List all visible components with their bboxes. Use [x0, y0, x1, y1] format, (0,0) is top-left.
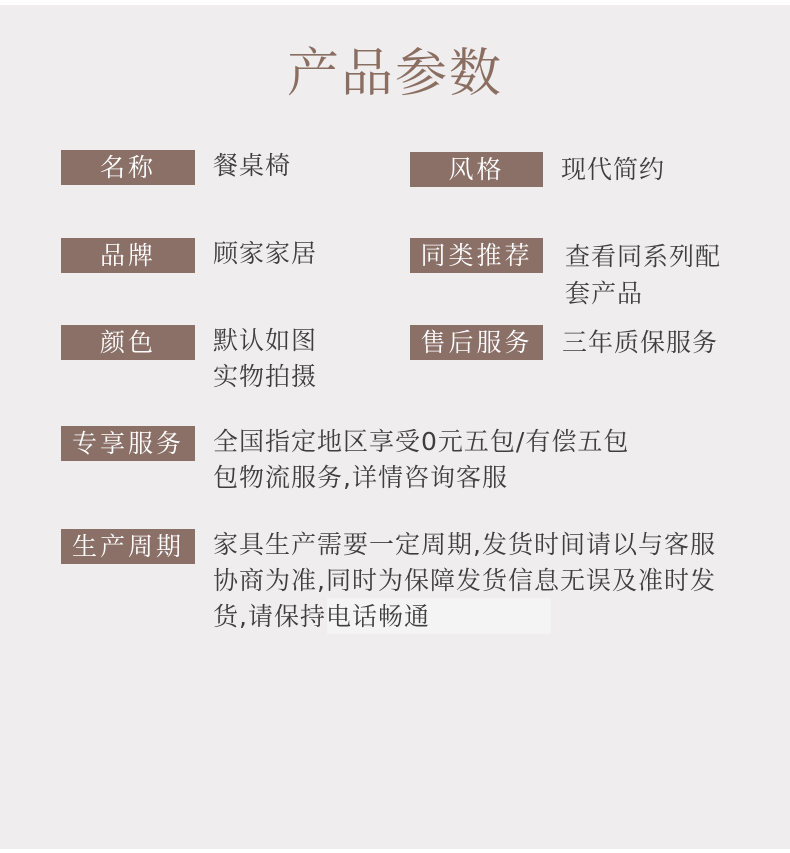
label-style: 风格: [410, 152, 543, 187]
page-title: 产品参数: [286, 44, 503, 104]
label-color: 颜色: [61, 325, 195, 360]
value-after-sales: 三年质保服务: [562, 328, 719, 357]
label-brand: 品牌: [61, 238, 195, 273]
label-name: 名称: [61, 150, 195, 185]
value-name: 餐桌椅: [213, 151, 292, 180]
value-similar[interactable]: 查看同系列配 套产品: [565, 242, 722, 308]
value-exclusive: 全国指定地区享受0元五包/有偿五包 包物流服务,详情咨询客服: [213, 427, 630, 492]
label-similar: 同类推荐: [410, 238, 543, 273]
value-brand: 顾家家居: [213, 239, 318, 268]
label-exclusive: 专享服务: [61, 426, 195, 461]
label-cycle: 生产周期: [61, 529, 195, 564]
value-color: 默认如图 实物拍摄: [213, 326, 318, 391]
label-after-sales: 售后服务: [410, 325, 543, 360]
value-style: 现代简约: [561, 155, 666, 184]
value-cycle: 家具生产需要一定周期,发货时间请以与客服 协商为准,同时为保障发货信息无误及准时发 货,请保持电话畅通: [213, 530, 716, 631]
